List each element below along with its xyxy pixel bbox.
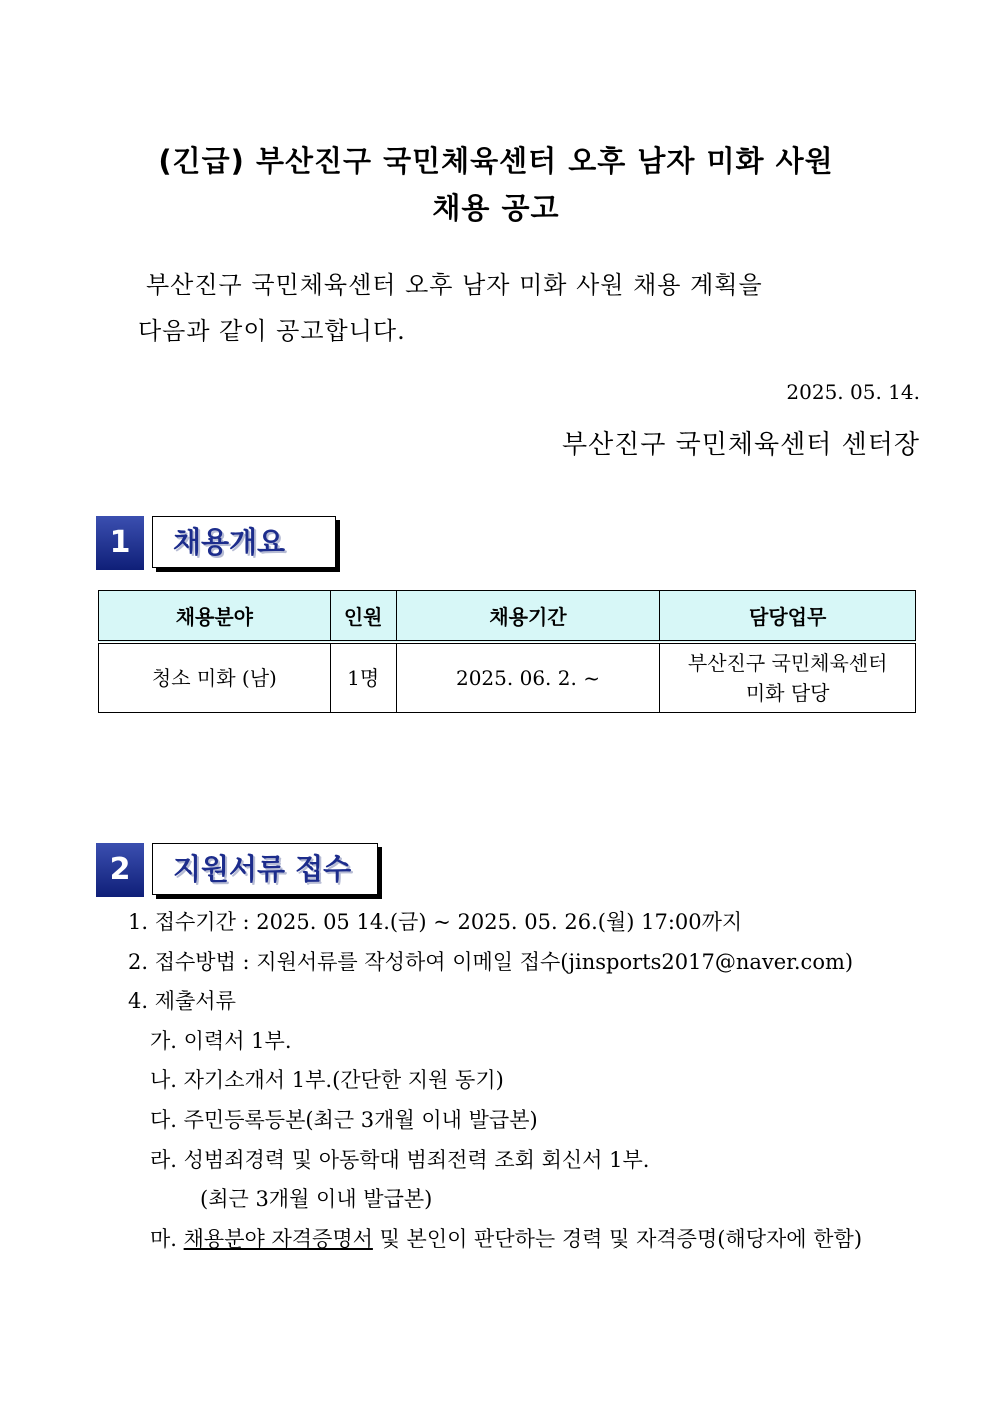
section-2-number: 2 [96, 843, 144, 897]
item-ma-rest: 및 본인이 판단하는 경력 및 자격증명(해당자에 한함) [372, 1226, 863, 1251]
announcement-date: 2025. 05. 14. [786, 380, 920, 404]
intro-line-1: 부산진구 국민체육센터 오후 남자 미화 사원 채용 계획을 [146, 271, 763, 299]
header-field: 채용분야 [99, 591, 331, 643]
section-1-number: 1 [96, 516, 144, 570]
list-item: 나. 자기소개서 1부.(간단한 지원 동기) [150, 1068, 504, 1093]
cell-duty [660, 642, 916, 713]
list-item [128, 1220, 948, 1260]
title-line-2: 채용 공고 [432, 191, 560, 225]
issuer-name: 부산진구 국민체육센터 센터장 [561, 430, 920, 460]
cell-field: 청소 미화 (남) [99, 642, 331, 713]
intro-line-2: 다음과 같이 공고합니다. [138, 317, 406, 345]
cell-duty-line-2: 미화 담당 [745, 681, 830, 705]
section-2-header [96, 843, 386, 897]
header-count: 인원 [330, 591, 396, 643]
cell-duty-line-1: 부산진구 국민체육센터 [687, 651, 888, 675]
header-period: 채용기간 [396, 591, 660, 643]
list-item: 2. 접수방법 : 지원서류를 작성하여 이메일 접수(jinsports2017@naver.com) [128, 949, 854, 974]
application-list [128, 903, 948, 1259]
cell-count: 1명 [330, 642, 396, 713]
section-1-label: 채용개요 [173, 525, 286, 559]
section-1-label-box [152, 516, 336, 568]
table-row [99, 642, 916, 713]
list-item: 4. 제출서류 [128, 989, 236, 1014]
document-title [0, 138, 992, 232]
item-ma-prefix: 마. [150, 1226, 184, 1251]
list-item: (최근 3개월 이내 발급본) [200, 1187, 433, 1212]
list-item: 가. 이력서 1부. [150, 1028, 292, 1053]
header-duty: 담당업무 [660, 591, 916, 643]
list-item: 1. 접수기간 : 2025. 05 14.(금) ~ 2025. 05. 26.(월) 17:00까지 [128, 910, 743, 934]
cell-period: 2025. 06. 2. ~ [396, 642, 660, 713]
section-1-header [96, 516, 336, 570]
section-2-label-box [152, 843, 378, 895]
section-2-label: 지원서류 접수 [173, 852, 352, 886]
table-header-row [99, 591, 916, 643]
recruitment-overview-table [98, 590, 916, 713]
title-line-1: (긴급) 부산진구 국민체육센터 오후 남자 미화 사원 [158, 144, 834, 178]
intro-paragraph [138, 262, 898, 354]
list-item: 라. 성범죄경력 및 아동학대 범죄전력 조회 회신서 1부. [150, 1147, 650, 1172]
item-ma-underlined: 채용분야 자격증명서 [183, 1226, 373, 1251]
list-item: 다. 주민등록등본(최근 3개월 이내 발급본) [150, 1107, 538, 1132]
